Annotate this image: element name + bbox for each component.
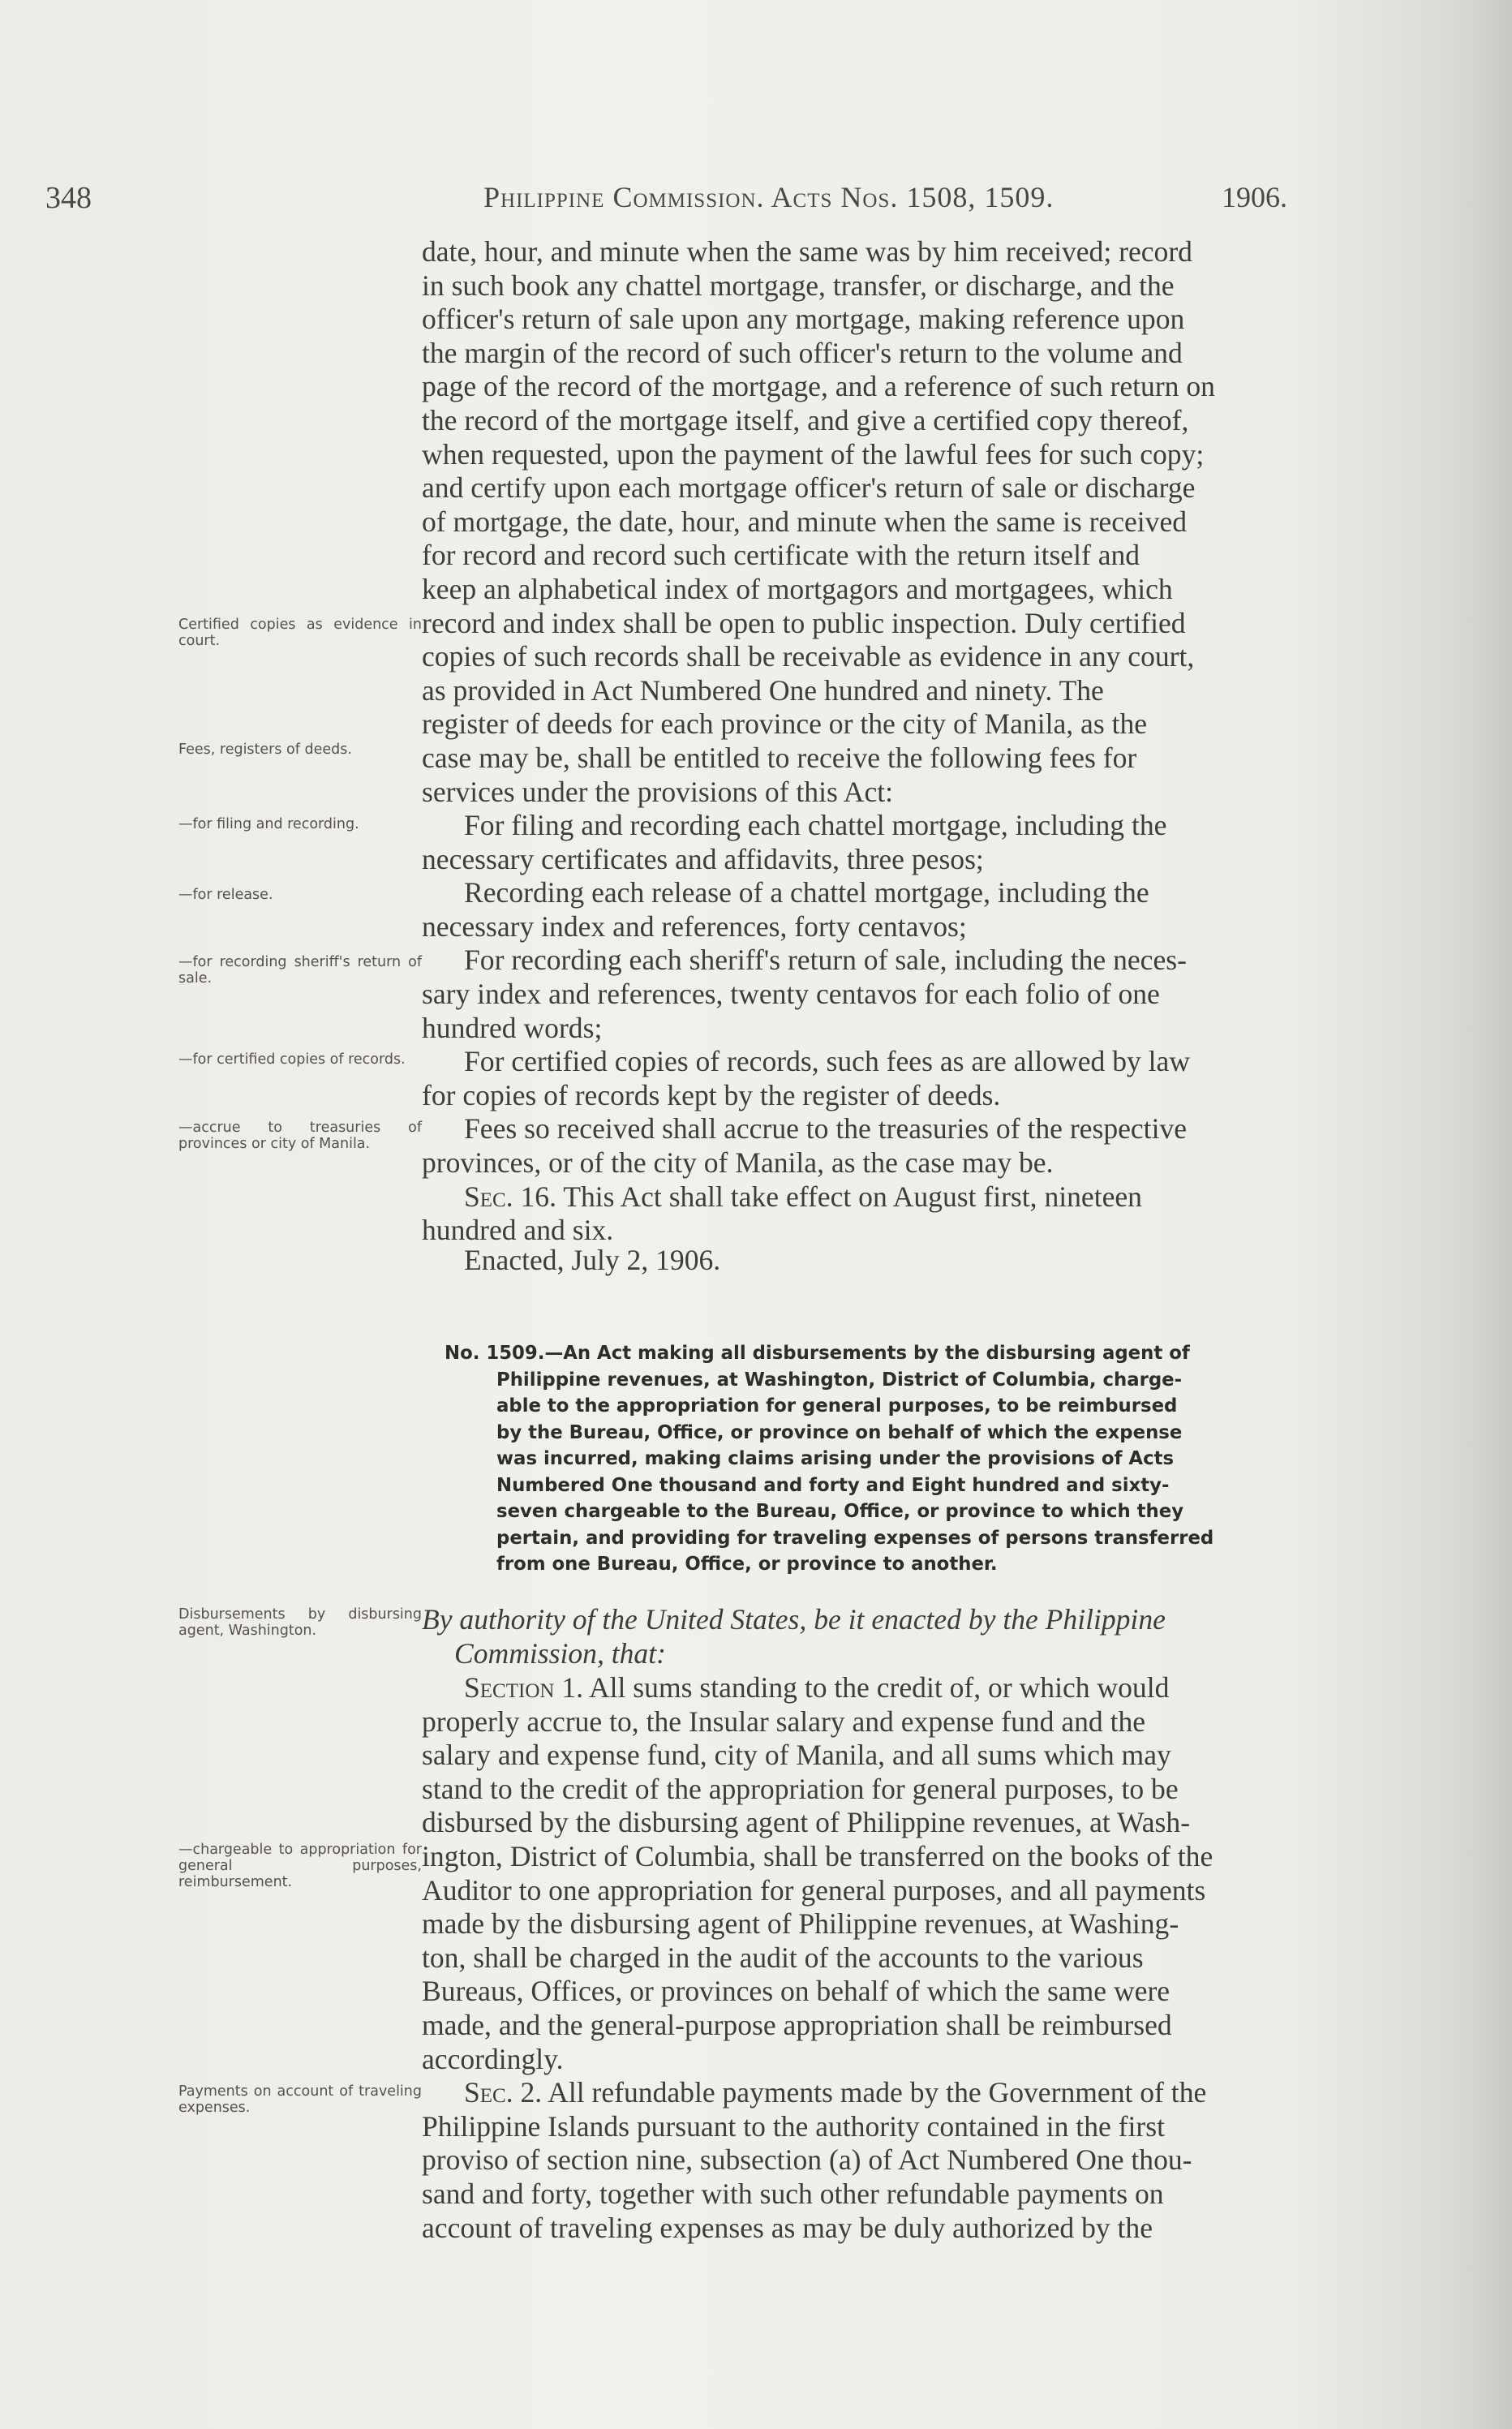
act-title-line: was incurred, making claims arising under the provisions of Acts — [496, 1448, 1175, 1469]
act-title-line: Philippine revenues, at Washington, District of Columbia, charge- — [496, 1369, 1183, 1391]
body-line: ington, District of Columbia, shall be transferred on the books of the — [422, 1839, 1213, 1872]
body-line: page of the record of the mortgage, and a reference of such return on — [422, 370, 1215, 403]
enacting-line-2: Commission, that: — [454, 1636, 666, 1670]
body-line: record and index shall be open to public inspection. Duly certified — [422, 606, 1186, 639]
section-1-first: Section 1. All sums standing to the credit of, or which would — [464, 1671, 1170, 1704]
body-line: sand and forty, together with such other refundable payments on — [422, 2177, 1164, 2210]
body-line: proviso of section nine, subsection (a) of Act Numbered One thou- — [422, 2143, 1192, 2177]
margin-note-recording-sheriff: —for recording sheriff's return of sale. — [178, 954, 422, 987]
margin-note-accrue: —accrue to treasuries of provinces or city of Manila. — [178, 1120, 422, 1152]
fee-filing-cont: necessary certificates and affidavits, three pesos; — [422, 842, 984, 875]
margin-note-disbursements: Disbursements by disbursing agent, Washington. — [178, 1606, 422, 1639]
body-line: accordingly. — [422, 2042, 564, 2075]
body-line: disbursed by the disbursing agent of Philippine revenues, at Wash- — [422, 1806, 1191, 1839]
header-year: 1906. — [1222, 181, 1287, 213]
act-title-line: seven chargeable to the Bureau, Office, or province to which they — [496, 1501, 1184, 1522]
enacting-line-1: By authority of the United States, be it enacted by the Philippine — [422, 1603, 1166, 1636]
act-1509-title — [445, 1340, 1366, 1578]
body-line: for record and record such certificate with the return itself and — [422, 539, 1140, 572]
body-line: made by the disbursing agent of Philippine revenues, at Washing- — [422, 1907, 1179, 1941]
act-title-line: pertain, and providing for traveling expenses of persons transferred — [496, 1527, 1214, 1549]
margin-note-release: —for release. — [178, 887, 273, 903]
enacted-date: Enacted, July 2, 1906. — [464, 1244, 721, 1276]
margin-note-chargeable: —chargeable to appropriation for general purposes, reimbursement. — [178, 1842, 422, 1890]
fee-release-cont: necessary index and references, forty centavos; — [422, 909, 967, 943]
act-1508-continuation — [422, 235, 1364, 1248]
section-1-label: Section 1. — [464, 1671, 584, 1704]
body-line: copies of such records shall be receivable as evidence in any court, — [422, 640, 1195, 673]
fee-sheriff-cont: sary index and references, twenty centavos for each folio of one — [422, 978, 1160, 1011]
body-line: in such book any chattel mortgage, transfer, or discharge, and the — [422, 269, 1175, 302]
body-line: services under the provisions of this Act: — [422, 775, 894, 808]
body-line: register of deeds for each province or the city of Manila, as the — [422, 707, 1148, 741]
body-line: stand to the credit of the appropriation for general purposes, to be — [422, 1772, 1179, 1805]
body-line: keep an alphabetical index of mortgagors and mortgagees, which — [422, 572, 1173, 605]
body-line: of mortgage, the date, hour, and minute when the same is received — [422, 505, 1188, 538]
act-title-line: able to the appropriation for general purposes, to be reimbursed — [496, 1395, 1178, 1417]
body-line: case may be, shall be entitled to receive the following fees for — [422, 741, 1137, 774]
act-1509-body — [422, 1671, 1364, 2245]
enacting-clause — [422, 1603, 1364, 1670]
body-line: properly accrue to, the Insular salary and expense fund and the — [422, 1705, 1146, 1738]
body-line: made, and the general-purpose appropriation shall be reimbursed — [422, 2008, 1172, 2041]
body-line: officer's return of sale upon any mortgage, making reference upon — [422, 303, 1185, 336]
margin-note-certified-copies-records: —for certified copies of records. — [178, 1051, 406, 1068]
body-line: and certify upon each mortgage officer's return of sale or discharge — [422, 471, 1196, 505]
body-line: salary and expense fund, city of Manila, and all sums which may — [422, 1739, 1171, 1772]
act-title-line: No. 1509.—An Act making all disbursements by the disbursing agent of — [445, 1343, 1190, 1364]
page-number: 348 — [45, 181, 92, 215]
fee-accrue: Fees so received shall accrue to the treasuries of the respective — [464, 1112, 1188, 1146]
margin-note-fees-registers: Fees, registers of deeds. — [178, 742, 352, 758]
fee-certified: For certified copies of records, such fees as are allowed by law — [464, 1045, 1191, 1078]
act-title-line: from one Bureau, Office, or province to another. — [496, 1554, 998, 1575]
body-line: Auditor to one appropriation for general purposes, and all payments — [422, 1873, 1206, 1907]
page-header — [45, 172, 1311, 217]
body-line: as provided in Act Numbered One hundred and ninety. The — [422, 673, 1104, 707]
fee-accrue-cont: provinces, or of the city of Manila, as the case may be. — [422, 1146, 1054, 1180]
section-16-label: Sec. 16. — [464, 1180, 556, 1213]
body-line: account of traveling expenses as may be duly authorized by the — [422, 2211, 1153, 2244]
section-2-label: Sec. 2. — [464, 2076, 543, 2109]
margin-note-payments: Payments on account of traveling expenses. — [178, 2083, 422, 2116]
act-number: No. 1509. — [445, 1343, 545, 1364]
running-title: Philippine Commission. Acts Nos. 1508, 1509. — [483, 181, 1055, 213]
body-line: the margin of the record of such officer's return to the volume and — [422, 336, 1183, 369]
margin-note-certified-copies: Certified copies as evidence in court. — [178, 617, 422, 649]
act-title-line: Numbered One thousand and forty and Eight hundred and sixty- — [496, 1474, 1170, 1496]
body-line: when requested, upon the payment of the lawful fees for such copy; — [422, 437, 1205, 471]
fee-certified-cont: for copies of records kept by the register of deeds. — [422, 1078, 1001, 1111]
body-line: the record of the mortgage itself, and give a certified copy thereof, — [422, 403, 1189, 436]
fee-sheriff: For recording each sheriff's return of sale, including the neces- — [464, 944, 1187, 977]
body-line: date, hour, and minute when the same was by him received; record — [422, 235, 1192, 268]
section-16-cont: hundred and six. — [422, 1214, 614, 1247]
body-line: ton, shall be charged in the audit of the accounts to the various — [422, 1941, 1144, 1974]
act-title-line: by the Bureau, Office, or province on behalf of which the expense — [496, 1421, 1183, 1443]
fee-sheriff-cont2: hundred words; — [422, 1011, 603, 1044]
section-2-first: Sec. 2. All refundable payments made by the Government of the — [464, 2076, 1207, 2109]
section-16-text: This Act shall take effect on August first, nineteen — [563, 1180, 1142, 1213]
section-16 — [422, 1180, 1364, 1214]
body-line: Bureaus, Offices, or provinces on behalf of which the same were — [422, 1975, 1171, 2008]
margin-note-filing-recording: —for filing and recording. — [178, 816, 359, 832]
fee-release: Recording each release of a chattel mortgage, including the — [464, 876, 1149, 909]
body-line: Philippine Islands pursuant to the authority contained in the first — [422, 2109, 1165, 2143]
fee-filing: For filing and recording each chattel mortgage, including the — [464, 809, 1167, 842]
